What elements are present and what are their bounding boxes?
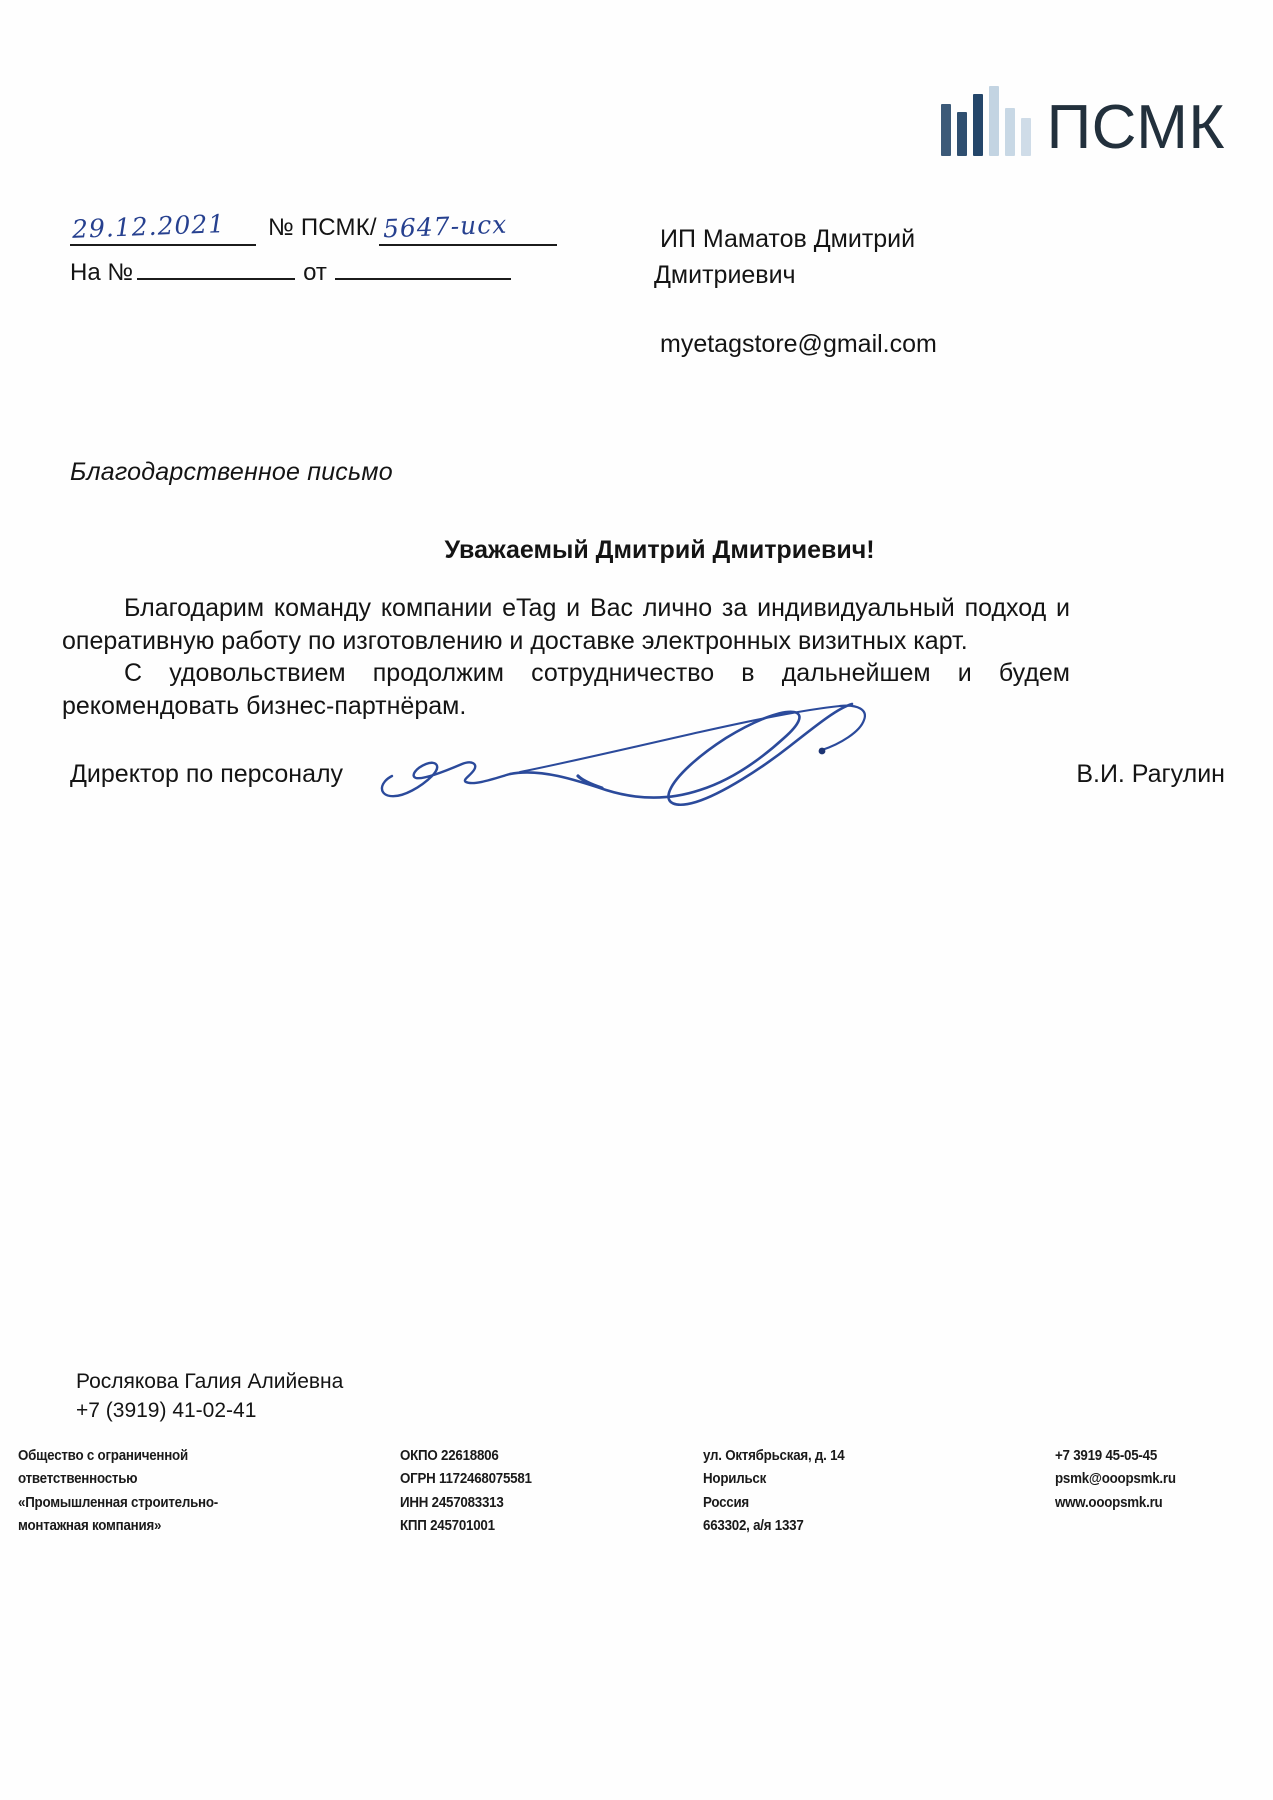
executor-block	[76, 1368, 343, 1426]
addressee-email: myetagstore@gmail.com	[660, 330, 937, 358]
logo-bars-icon	[941, 72, 1031, 156]
footer-registry-line: ОКПО 22618806	[400, 1448, 499, 1464]
addressee-line-1: ИП Маматов Дмитрий	[660, 225, 916, 253]
reference-row-incoming	[70, 259, 590, 287]
logo-bar-4	[989, 86, 999, 156]
footer-address-line: 663302, а/я 1337	[702, 1518, 804, 1535]
letter-body	[62, 592, 1070, 722]
salutation: Уважаемый Дмитрий Дмитриевич!	[444, 536, 875, 564]
body-paragraph-2: С удовольствием продолжим сотрудничество в дальнейшем и будем рекомендовать бизнес-партнёрам.	[62, 659, 1070, 720]
outgoing-date-value: 29.12.2021	[71, 209, 226, 244]
footer-contact-line: psmk@ooopsmk.ru	[1054, 1471, 1176, 1488]
executor-phone: +7 (3919) 41-02-41	[76, 1398, 257, 1422]
footer-company-line: монтажная компания»	[18, 1518, 162, 1535]
document-kind: Благодарственное письмо	[70, 458, 393, 486]
incoming-number-label: На №	[70, 259, 134, 286]
footer-contact-line: www.ooopsmk.ru	[1054, 1494, 1163, 1511]
footer-address-line: Норильск	[702, 1471, 766, 1488]
signature-row	[70, 748, 1225, 789]
page-footer	[18, 1445, 1255, 1539]
addressee-line-2: Дмитриевич	[654, 260, 796, 289]
outgoing-number-label: № ПСМК/	[268, 214, 377, 241]
signatory-role: Директор по персоналу	[70, 760, 344, 788]
body-paragraph-1: Благодарим команду компании eTag и Вас лично за индивидуальный подход и оперативную работу по изготовлению и доставке электронных визитных карт.	[62, 594, 1070, 655]
signatory-name: В.И. Рагулин	[1076, 760, 1225, 788]
logo-bar-1	[941, 104, 951, 156]
incoming-date-label: от	[303, 259, 327, 286]
footer-address-line: ул. Октябрьская, д. 14	[702, 1448, 845, 1464]
company-logo	[941, 72, 1225, 162]
addressee-block	[654, 222, 1080, 293]
footer-address-column	[703, 1445, 979, 1539]
footer-registry-column	[400, 1445, 630, 1539]
logo-bar-5	[1005, 108, 1015, 156]
logo-bar-2	[957, 112, 967, 156]
logo-bar-3	[973, 94, 983, 156]
executor-name: Рослякова Галия Алийевна	[76, 1370, 344, 1393]
reference-row-outgoing	[70, 209, 590, 246]
footer-registry-line: КПП 245701001	[400, 1518, 496, 1535]
footer-contacts-column	[1055, 1445, 1239, 1539]
footer-company-line: «Промышленная строительно-	[18, 1494, 218, 1511]
outgoing-number-field	[379, 209, 557, 246]
footer-registry-line: ИНН 2457083313	[400, 1494, 504, 1511]
footer-company-column	[18, 1445, 322, 1539]
outgoing-date-field	[70, 209, 256, 246]
footer-company-line: ответственностью	[18, 1471, 138, 1488]
footer-contact-line: +7 3919 45-05-45	[1054, 1448, 1158, 1464]
logo-bar-6	[1021, 118, 1031, 156]
incoming-number-field	[137, 259, 295, 280]
footer-address-line: Россия	[702, 1494, 749, 1511]
footer-company-line: Общество с ограниченной	[18, 1448, 188, 1464]
logo-wordmark: ПСМК	[1046, 92, 1225, 162]
reference-block	[70, 209, 590, 287]
incoming-date-field	[335, 259, 511, 280]
outgoing-number-value: 5647-исх	[382, 209, 508, 244]
footer-registry-line: ОГРН 1172468075581	[400, 1471, 533, 1488]
